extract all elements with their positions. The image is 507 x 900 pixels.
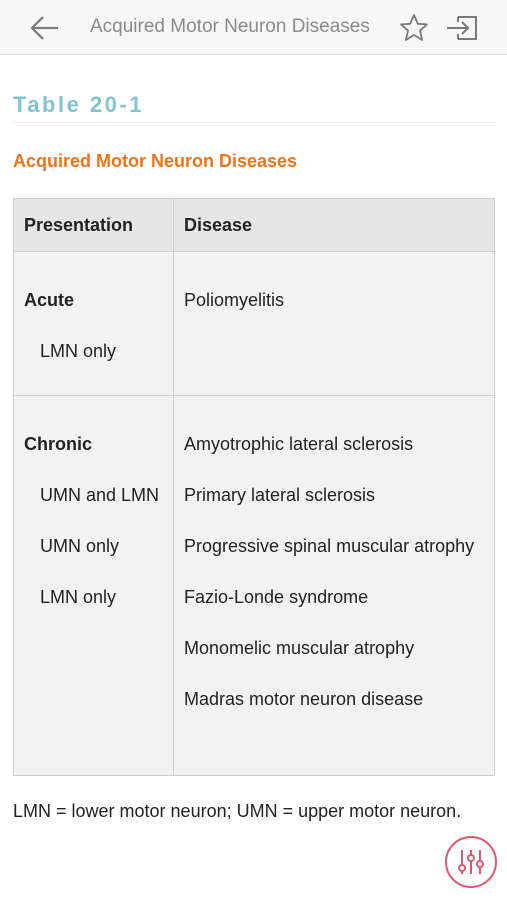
table-row xyxy=(14,252,495,396)
table-caption: Acquired Motor Neuron Diseases xyxy=(13,151,298,171)
disease-item: Monomelic muscular atrophy xyxy=(184,638,415,658)
column-header: Presentation xyxy=(14,199,174,252)
presentation-cell xyxy=(14,396,174,776)
table-row xyxy=(14,396,495,776)
presentation-cell xyxy=(14,252,174,396)
presentation-item: UMN only xyxy=(40,536,120,556)
disease-item: Primary lateral sclerosis xyxy=(184,485,376,505)
exit-icon xyxy=(444,12,480,44)
exit-button[interactable] xyxy=(444,12,480,44)
table-footnote: LMN = lower motor neuron; UMN = upper motor neuron. xyxy=(13,801,462,821)
arrow-left-icon xyxy=(24,12,64,44)
table-number: Table 20-1 xyxy=(13,92,144,117)
disease-item: Progressive spinal muscular atrophy xyxy=(184,536,475,556)
presentation-item: UMN and LMN xyxy=(40,485,160,505)
disease-item: Amyotrophic lateral sclerosis xyxy=(184,434,414,454)
top-nav-bar xyxy=(0,0,507,55)
disease-item: Poliomyelitis xyxy=(184,290,285,310)
presentation-heading: Acute xyxy=(24,290,75,310)
back-button[interactable] xyxy=(24,12,64,44)
divider xyxy=(13,122,495,123)
data-table xyxy=(13,198,495,776)
disease-item: Madras motor neuron disease xyxy=(184,689,424,709)
settings-fab-button[interactable] xyxy=(445,836,497,888)
bookmark-button[interactable] xyxy=(398,12,430,44)
sliders-icon xyxy=(447,838,495,886)
nav-title: Acquired Motor Neuron Diseases xyxy=(90,16,370,37)
star-outline-icon xyxy=(398,12,430,44)
disease-cell xyxy=(174,396,495,776)
presentation-item: LMN only xyxy=(40,341,117,361)
disease-cell xyxy=(174,252,495,396)
disease-item: Fazio-Londe syndrome xyxy=(184,587,369,607)
column-header: Disease xyxy=(174,199,495,252)
table-header-row xyxy=(14,199,495,252)
presentation-heading: Chronic xyxy=(24,434,93,454)
presentation-item: LMN only xyxy=(40,587,117,607)
